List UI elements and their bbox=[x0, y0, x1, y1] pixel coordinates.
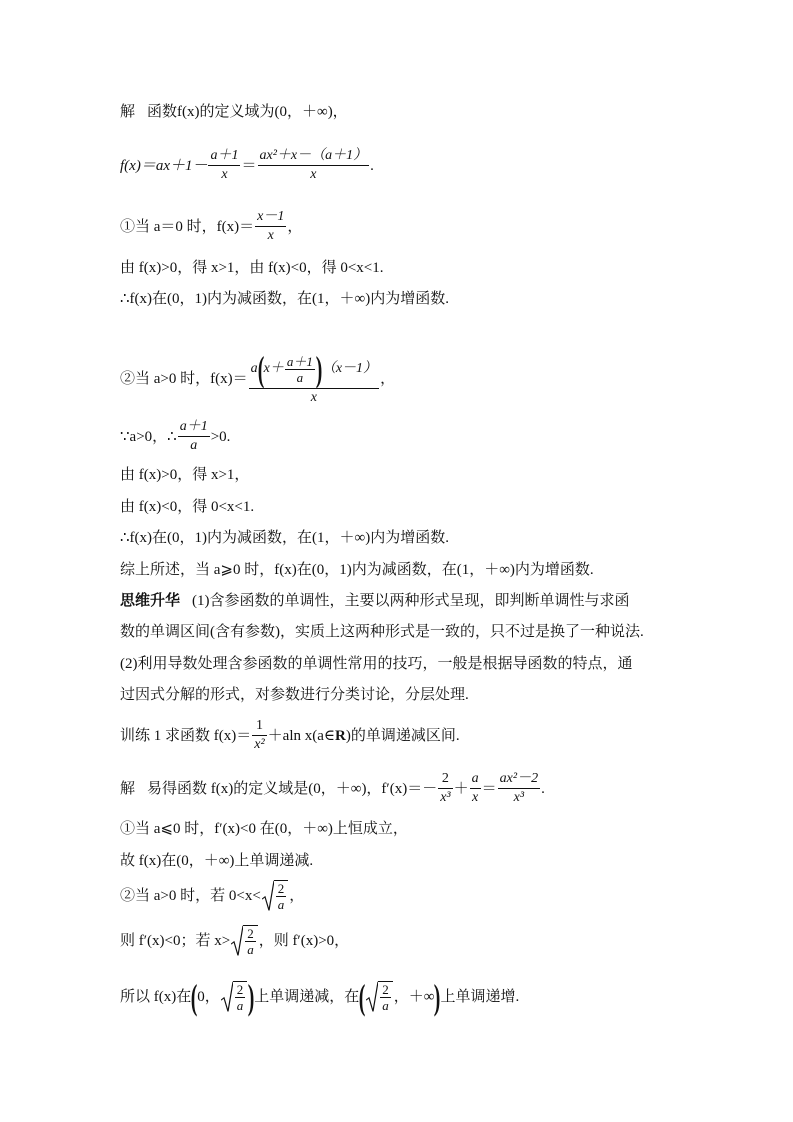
big-paren-left: ( bbox=[358, 977, 366, 1017]
equals-sign: ＝ bbox=[241, 157, 257, 174]
derivative-lhs: f(x)＝ax＋1－ bbox=[120, 157, 208, 174]
text-line-9 bbox=[120, 496, 683, 518]
insight-label: 思维升华 bbox=[120, 593, 181, 609]
because-num: a＋1 bbox=[179, 419, 208, 434]
line-text: 由 f(x)>0，得 x>1， bbox=[120, 467, 250, 483]
conclusion-pre: 所以 f(x)在 bbox=[120, 989, 192, 1005]
exercise-den: x² bbox=[254, 737, 265, 752]
sqrt-2-over-a bbox=[262, 880, 289, 912]
text-line-5 bbox=[120, 288, 683, 310]
case-pre: ②当 a>0 时，若 0<x< bbox=[120, 888, 261, 904]
line-end: )的单调递减区间. bbox=[345, 727, 460, 744]
coef-a: a bbox=[250, 361, 258, 376]
text-line-4 bbox=[120, 257, 683, 279]
sqrt-fraction bbox=[380, 982, 391, 1013]
solution-label: 解 bbox=[120, 104, 136, 120]
line-text: (2)利用导数处理含参函数的单调性常用的技巧，一般是根据导函数的特点，通 bbox=[120, 656, 633, 672]
line-end: >0. bbox=[210, 428, 231, 445]
case-2-numerator bbox=[249, 350, 379, 388]
line-end: ， bbox=[380, 370, 396, 387]
sqrt-2-over-a bbox=[231, 925, 258, 957]
text-line-18 bbox=[120, 818, 683, 840]
line-text: ∴f(x)在(0，1)内为减函数，在(1，＋∞)内为增函数. bbox=[120, 291, 449, 307]
insight-line-4 bbox=[120, 684, 683, 706]
because-line bbox=[120, 418, 683, 455]
case-2-fraction bbox=[249, 350, 379, 407]
line-end: . bbox=[370, 157, 374, 174]
fraction-2-den: x bbox=[258, 165, 370, 184]
line-text: (1)含参函数的单调性，主要以两种形式呈现，即判断单调性与求函 bbox=[192, 593, 630, 609]
inner-num: a＋1 bbox=[286, 353, 313, 369]
solution-2-pre: 易得函数 f(x)的定义域是(0，＋∞)，f′(x)＝－ bbox=[147, 780, 438, 797]
domain-text: 函数f(x)的定义域为(0，＋∞)， bbox=[147, 104, 348, 120]
case-1-fraction bbox=[255, 208, 286, 245]
sqrt-fraction bbox=[276, 881, 287, 912]
insight-line-3 bbox=[120, 653, 683, 675]
equals-sign: ＝ bbox=[481, 780, 497, 797]
big-paren-right: ) bbox=[247, 977, 255, 1017]
sol2-frac-1-num: 2 bbox=[441, 771, 449, 786]
sqrt-den: a bbox=[277, 897, 285, 912]
sqrt-fraction bbox=[245, 926, 256, 957]
inner-den: a bbox=[285, 369, 315, 385]
sol2-frac-3-den: x³ bbox=[498, 788, 540, 807]
sqrt-num: 2 bbox=[382, 982, 389, 997]
radical-sign bbox=[366, 981, 378, 1013]
because-den: a bbox=[178, 436, 210, 455]
inner-fraction bbox=[285, 354, 315, 385]
insight-line-2 bbox=[120, 621, 683, 643]
line-text: 由 f(x)>0，得 x>1，由 f(x)<0，得 0<x<1. bbox=[120, 260, 384, 276]
case-a-positive-line bbox=[120, 880, 683, 912]
fraction-1-num: a＋1 bbox=[210, 148, 239, 163]
sol2-frac-2 bbox=[470, 770, 481, 807]
case-2-pre: ②当 a>0 时，f(x)＝ bbox=[120, 370, 248, 387]
case-1-den: x bbox=[255, 226, 286, 245]
radical-sign bbox=[262, 880, 274, 912]
because-pre: ∵a>0，∴ bbox=[120, 428, 177, 445]
plus-sign: ＋ bbox=[453, 780, 469, 797]
case-1-pre: ①当 a＝0 时，f(x)＝ bbox=[120, 218, 255, 235]
fraction-1 bbox=[208, 147, 240, 184]
sol2-frac-1 bbox=[438, 770, 452, 807]
sqrt-2-over-a bbox=[366, 981, 393, 1013]
case-1-line bbox=[120, 208, 683, 245]
sqrt-den: a bbox=[382, 998, 389, 1013]
then-mid: ，则 f′(x)>0， bbox=[258, 933, 350, 949]
exercise-line bbox=[120, 717, 683, 754]
sqrt-den: a bbox=[236, 998, 244, 1013]
big-paren-left: ( bbox=[190, 977, 198, 1017]
derivative-line bbox=[120, 147, 683, 184]
case-1-num: x－1 bbox=[257, 209, 285, 224]
big-paren-right: ) bbox=[315, 349, 323, 389]
line-text: 过因式分解的形式，对参数进行分类讨论，分层处理. bbox=[120, 687, 469, 703]
insight-line-1 bbox=[120, 590, 683, 612]
line-end: ， bbox=[289, 888, 305, 904]
big-paren-left: ( bbox=[257, 349, 264, 389]
x-plus: x＋ bbox=[263, 361, 284, 376]
sol2-frac-3 bbox=[498, 770, 540, 807]
sqrt-fraction bbox=[235, 982, 246, 1013]
line-text: 故 f(x)在(0，＋∞)上单调递减. bbox=[120, 853, 314, 869]
big-paren-right: ) bbox=[434, 977, 441, 1017]
exercise-mid: ＋aln x(a∈ bbox=[267, 727, 336, 744]
sqrt-den: a bbox=[247, 942, 254, 957]
fraction-2 bbox=[258, 147, 370, 184]
line-text: ∴f(x)在(0，1)内为减函数，在(1，＋∞)内为增函数. bbox=[120, 530, 449, 546]
sqrt-num: 2 bbox=[277, 881, 285, 896]
line-text: ①当 a⩽0 时，f′(x)<0 在(0，＋∞)上恒成立， bbox=[120, 821, 408, 837]
then-line bbox=[120, 925, 683, 957]
line-end: . bbox=[541, 780, 545, 797]
exercise-pre: 训练 1 求函数 f(x)＝ bbox=[120, 727, 252, 744]
sol2-frac-3-num: ax²－2 bbox=[499, 771, 539, 786]
factor-rest: （x－1） bbox=[321, 361, 378, 376]
text-line-19 bbox=[120, 850, 683, 872]
conclusion-line bbox=[120, 978, 683, 1016]
interval-end: ，＋∞ bbox=[393, 989, 435, 1005]
sqrt-num: 2 bbox=[236, 982, 244, 997]
sol2-frac-2-num: a bbox=[471, 771, 479, 786]
sqrt-2-over-a bbox=[221, 981, 248, 1013]
line-text: 数的单调区间(含有参数)，实质上这两种形式是一致的，只不过是换了一种说法. bbox=[120, 624, 644, 640]
radical-sign bbox=[231, 925, 243, 957]
summary-line bbox=[120, 559, 683, 581]
real-set-symbol: R bbox=[335, 727, 346, 744]
text-line-10 bbox=[120, 527, 683, 549]
case-2-line bbox=[120, 350, 683, 407]
case-2-den: x bbox=[249, 388, 379, 407]
sol2-frac-2-den: x bbox=[470, 788, 481, 807]
sol2-frac-1-den: x³ bbox=[440, 790, 451, 805]
interval-start: 0， bbox=[197, 989, 220, 1005]
fraction-2-num: ax²＋x－（a＋1） bbox=[259, 148, 368, 163]
because-fraction bbox=[178, 418, 210, 455]
solution-2-line bbox=[120, 770, 683, 807]
exercise-num: 1 bbox=[255, 718, 263, 733]
sqrt-num: 2 bbox=[247, 926, 254, 941]
text-line-8 bbox=[120, 464, 683, 486]
radical-sign bbox=[221, 981, 233, 1013]
line-text: 由 f(x)<0，得 0<x<1. bbox=[120, 499, 255, 515]
line-text: 综上所述，当 a⩾0 时，f(x)在(0，1)内为减函数，在(1，＋∞)内为增函数. bbox=[120, 562, 594, 578]
then-pre: 则 f′(x)<0；若 x> bbox=[120, 933, 231, 949]
solution-label: 解 bbox=[120, 780, 136, 797]
solution-domain-line bbox=[120, 101, 683, 123]
line-end: ， bbox=[287, 218, 303, 235]
fraction-1-den: x bbox=[208, 165, 240, 184]
conclusion-mid: 上单调递减，在 bbox=[254, 989, 360, 1005]
line-end: 上单调递增. bbox=[440, 989, 520, 1005]
exercise-fraction bbox=[252, 717, 266, 754]
